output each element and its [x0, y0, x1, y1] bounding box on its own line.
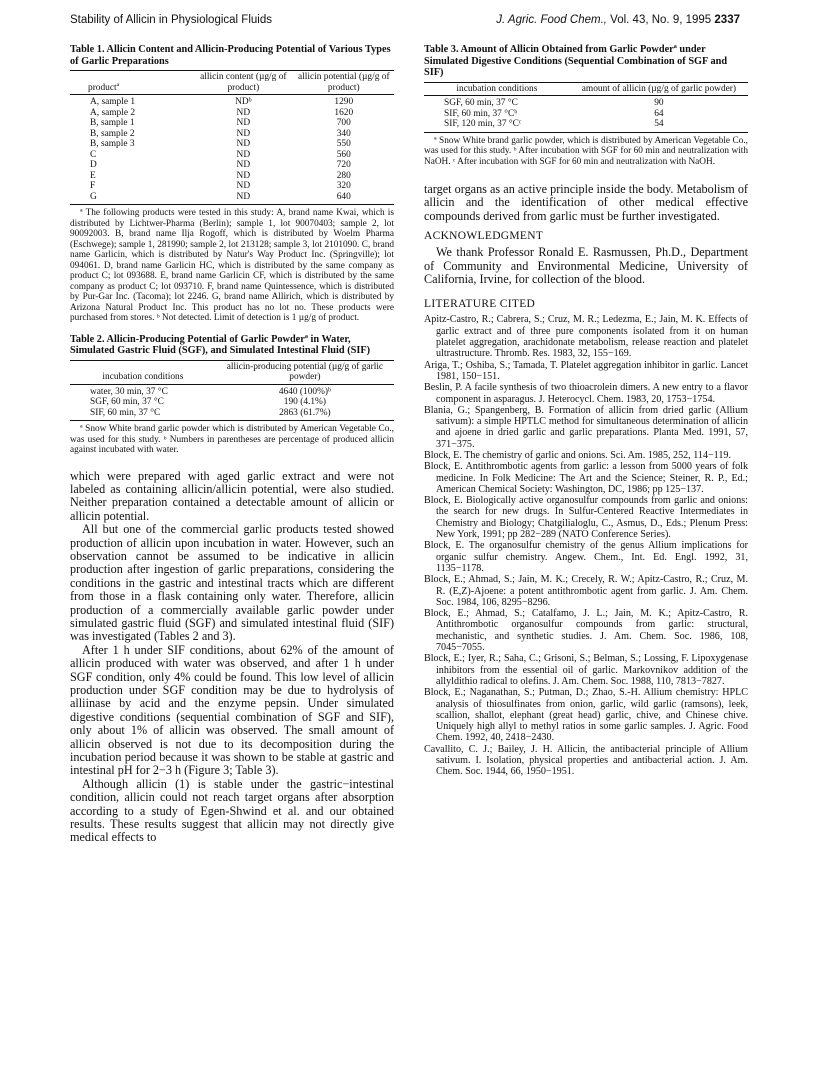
table-cell: 320	[336, 181, 351, 191]
table-1-body	[70, 95, 394, 205]
table-cell: ND	[236, 160, 251, 170]
table-row	[70, 160, 394, 171]
running-title: Stability of Allicin in Physiological Fluids	[70, 14, 272, 26]
literature-heading: LITERATURE CITED	[424, 298, 536, 311]
paragraph: target organs as an active principle inside the body. Metabolism of allicin and the identification of other medical effective compounds derived from garlic must be further investigated.	[424, 182, 748, 223]
reference-entry: Block, E.; Ahmad, S.; Catalfamo, J. L.; Jain, M. K.; Apitz-Castro, R. Antithrombotic organosulfur compounds from garlic: structural, mechanistic, and synthetic studies. J. Am. Chem. Soc. 1986, 108, 7045−7055.	[424, 608, 748, 654]
table-2-grid	[70, 360, 394, 422]
paragraph: After 1 h under SIF conditions, about 62% of the amount of allicin produced with water was observed, and after 1 h under SGF condition, only 4% could be found. This low level of allicin production under SGF condition may be due to hydrolysis of alliinase by acid and the enzyme pepsin. Under simulated digestive conditions (sequential combination of SGF and SIF), only about 1% of allicin was observed. The small amount of allicin observed is not due to its decomposition during the incubation period because it was shown to be stable at gastric and intestinal pH for 2−3 h (Figure 3; Table 3).	[70, 642, 394, 778]
table-1-footnote: ª The following products were tested in this study: A, brand name Kwai, which is distributed by Lichtwer-Pharma (Berlin); sample 1, lot 90070403; sample 2, lot 90092003. B, brand name Ilja Rogoff, which is distributed by Woelm Pharma (Eschwege); sample 1, 281990; sample 2, lot 213128; sample 3, lot 2101090. C, brand name Garlicin, which is distributed by Natur's Way Product Inc. (Springville); lot 094061. D, brand name Garlicin HC, which is distributed by the same company as product C; lot 093688. E, brand name Garlicin CF, which is distributed by the same company as product C; lot 093710. F, brand name Quintessence, which is distributed by Pur-Gar Inc. (Tacoma); lot 2246. G, brand name Allirich, which is distributed by Arizona Natural Product Inc. This product has no lot no. These products were purchased from stores. ᵇ Not detected. Limit of detection is 1 µg/g of product.	[70, 208, 394, 323]
table-cell: ND	[236, 181, 251, 191]
table-cell: water, 30 min, 37 °C	[90, 386, 168, 397]
table-cell: ND	[236, 149, 251, 160]
table-2	[70, 334, 394, 456]
table-cell: B, sample 3	[90, 139, 135, 149]
table-row	[424, 119, 748, 132]
table-cell: B, sample 1	[90, 118, 135, 128]
reference-entry: Apitz-Castro, R.; Cabrera, S.; Cruz, M. R.; Ledezma, E.; Jain, M. K. Effects of garlic extract and of three pure components isolated from it on human platelet aggregation, arachidonate metabolism, release reaction and platelet ultrastructure. Thromb. Res. 1983, 32, 155−169.	[424, 314, 748, 360]
table-cell: 1620	[334, 107, 354, 118]
table-cell: ND	[236, 170, 251, 181]
col-header-conditions: incubation conditions	[424, 82, 570, 96]
col-header-product: productª	[70, 71, 193, 95]
table-cell: NDᵇ	[235, 97, 252, 107]
table-cell: ND	[236, 139, 251, 149]
journal-name: J. Agric. Food Chem.,	[496, 14, 607, 26]
table-cell: SIF, 120 min, 37 °Cᶜ	[424, 119, 570, 132]
table-row	[70, 192, 394, 205]
col-header-potential: allicin potential (µg/g of product)	[294, 71, 394, 95]
table-cell: 4640 (100%)ᵇ	[278, 386, 331, 397]
reference-entry: Block, E.; Naganathan, S.; Putman, D.; Zhao, S.-H. Allium chemistry: HPLC analysis of thiosulfinates from onion, garlic, wild garlic (ramsons), leek, scallion, shallot, elephant (great head) garlic, chive, and Chinese chive. Uniquely high allyl to methyl ratios in some garlic samples. J. Agric. Food Chem. 1992, 40, 2418−2430.	[424, 687, 748, 744]
col-header-content: allicin content (µg/g of product)	[193, 71, 293, 95]
table-cell: ND	[193, 192, 293, 205]
table-3	[424, 44, 748, 167]
col-header-conditions: incubation conditions	[70, 360, 216, 384]
table-cell: 90	[654, 98, 664, 108]
table-row	[70, 408, 394, 421]
table-row	[70, 108, 394, 119]
journal-citation	[496, 14, 740, 26]
table-2-footnote: ª Snow White brand garlic powder which is distributed by American Vegetable Co., was used for this study. ᵇ Numbers in parentheses are percentage of produced allicin against incubated with water.	[70, 424, 394, 455]
right-column	[424, 44, 748, 778]
table-cell: 560	[336, 149, 351, 160]
table-cell: 54	[570, 119, 748, 132]
table-cell: C	[90, 149, 97, 160]
reference-entry: Blania, G.; Spangenberg, B. Formation of allicin from dried garlic (Allium sativum): a simple HPTLC method for simultaneous determination of allicin and ajoene in dried garlic and garlic preparations. Planta Med. 1991, 57, 371−375.	[424, 404, 748, 450]
table-cell: 340	[336, 128, 351, 139]
reference-entry: Block, E. The organosulfur chemistry of the genus Allium implications for organic sulfur chemistry. Angew. Chem., Int. Ed. Engl. 1992, 31, 1135−1178.	[424, 540, 748, 574]
reference-entry: Block, E.; Iyer, R.; Saha, C.; Grisoni, S.; Belman, S.; Lossing, F. Lipoxygenase inhibitors from the essential oil of garlic. Markovnikov addition of the allyldithio radical to olefins. J. Am. Chem. Soc. 1988, 110, 7813−7827.	[424, 653, 748, 687]
table-row	[70, 139, 394, 150]
table-row	[70, 150, 394, 161]
table-cell: E	[90, 170, 96, 181]
table-row	[424, 96, 748, 109]
journal-volume: Vol. 43, No. 9, 1995	[610, 14, 712, 26]
table-3-grid	[424, 82, 748, 133]
table-cell: B, sample 2	[90, 128, 135, 139]
table-cell: 700	[336, 118, 351, 128]
left-column	[70, 44, 394, 845]
table-2-body	[70, 384, 394, 421]
table-cell: SIF, 60 min, 37 °C	[70, 408, 216, 421]
table-3-body	[424, 96, 748, 133]
table-cell: D	[90, 160, 97, 170]
table-cell: 2863 (61.7%)	[216, 408, 394, 421]
paragraph: which were prepared with aged garlic extract and were not labeled as containing allicin/allicin potential, were also studied. Neither preparation contained a detectable amount of allicin or allicin potential.	[70, 468, 394, 523]
table-row	[70, 384, 394, 397]
acknowledgment-heading: ACKNOWLEDGMENT	[424, 230, 544, 243]
table-cell: A, sample 2	[90, 107, 136, 118]
table-1-grid	[70, 70, 394, 205]
table-cell: 720	[336, 160, 351, 170]
acknowledgment-text: We thank Professor Ronald E. Rasmussen, Ph.D., Department of Community and Environmental Medicine, University of California, Irvine, for collection of the blood.	[424, 245, 748, 287]
table-row	[70, 95, 394, 108]
table-cell: ND	[236, 107, 251, 118]
paragraph: Although allicin (1) is stable under the gastric−intestinal condition, allicin could not reach target organs after absorption according to a study of Egen-Shwind et al. and our obtained results. These results suggest that allicin may not directly give medical effects to	[70, 776, 394, 845]
table-row	[70, 118, 394, 129]
table-3-footnote: ª Snow White brand garlic powder, which is distributed by American Vegetable Co., was used for this study. ᵇ After incubation with SGF for 60 min and neutralization with NaOH. ᶜ After incubation with SGF for 60 min and neutralization with NaOH.	[424, 135, 748, 167]
reference-entry: Ariga, T.; Oshiba, S.; Tamada, T. Platelet aggregation inhibitor in garlic. Lancet 1981, 150−151.	[424, 359, 748, 382]
reference-list	[424, 314, 748, 777]
col-header-amount: amount of allicin (µg/g of garlic powder)	[570, 82, 748, 96]
table-cell: 280	[336, 170, 351, 181]
table-1-caption: Table 1. Allicin Content and Allicin-Producing Potential of Various Types of Garlic Preparations	[70, 44, 391, 67]
table-row	[70, 397, 394, 408]
reference-entry: Block, E. Biologically active organosulfur compounds from garlic and onions: the search for new drugs. In Sulfur-Centered Reactive Intermediates in Chemistry and Biology; Chatgilialoglu, C., Asmus, D., Eds.; Plenum Press: New York, 1991; pp 282−289 (NATO Conference Series).	[424, 495, 748, 541]
table-cell: G	[70, 192, 193, 205]
table-cell: 64	[654, 108, 664, 119]
reference-entry: Block, E.; Ahmad, S.; Jain, M. K.; Crecely, R. W.; Apitz-Castro, R.; Cruz, M. R. (E,Z)-Ajoene: a potent antithrombotic agent from garlic. J. Am. Chem. Soc. 1984, 106, 8295−8296.	[424, 574, 748, 608]
table-cell: 1290	[334, 97, 354, 107]
table-cell: 640	[294, 192, 394, 205]
table-cell: 190 (4.1%)	[283, 397, 326, 407]
reference-entry: Cavallito, C. J.; Bailey, J. H. Allicin, the antibacterial principle of Allium sativum. I. Isolation, physical properties and antibacterial action. J. Am. Chem. Soc. 1944, 66, 1950−1951.	[424, 743, 748, 778]
reference-entry: Beslin, P. A facile synthesis of two thioacrolein dimers. A new entry to a flavor component in asparagus. J. Heterocycl. Chem. 1983, 20, 1753−1754.	[424, 382, 748, 405]
table-cell: A, sample 1	[90, 97, 136, 107]
table-cell: F	[90, 181, 96, 191]
table-cell: SGF, 60 min, 37 °C	[90, 397, 164, 407]
reference-entry: Block, E. Antithrombotic agents from garlic: a lesson from 5000 years of folk medicine. In Folk Medicine: The Art and the Science; Steiner, R. P., Ed.; American Chemical Society: Washington, DC, 1986; pp 125−137.	[424, 461, 748, 495]
paragraph: All but one of the commercial garlic products tested showed production of allicin upon incubation in water. However, such an observation cannot be assumed to be indicative in allicin production after ingestion of garlic preparations, considering the conditions in the gastric and intestinal tracts which are different from those in a flask containing only water. Therefore, allicin production of a commercially available garlic powder under simulated gastric fluid (SGF) and simulated intestinal fluid (SIF) was investigated (Tables 2 and 3).	[70, 522, 394, 644]
table-cell: SIF, 60 min, 37 °Cᵇ	[444, 108, 518, 119]
table-3-caption: Table 3. Amount of Allicin Obtained from Garlic Powderª under Simulated Digestive Conditions (Sequential Combination of SGF and SIF)	[424, 44, 728, 78]
col-header-potential: allicin-producing potential (µg/g of garlic powder)	[216, 360, 394, 384]
table-2-caption: Table 2. Allicin-Producing Potential of Garlic Powderª in Water, Simulated Gastric Fluid (SGF), and Simulated Intestinal Fluid (SIF)	[70, 333, 371, 356]
table-1	[70, 44, 394, 324]
table-cell: ND	[236, 128, 251, 139]
table-row	[424, 109, 748, 120]
reference-entry: Block, E. The chemistry of garlic and onions. Sci. Am. 1985, 252, 114−119.	[424, 450, 731, 461]
page-number: 2337	[714, 14, 740, 26]
table-row	[70, 171, 394, 182]
table-cell: 550	[336, 139, 351, 149]
table-row	[70, 129, 394, 140]
table-cell: SGF, 60 min, 37 °C	[444, 98, 518, 108]
left-body-text	[70, 470, 394, 845]
table-cell: ND	[236, 118, 251, 128]
table-row	[70, 181, 394, 192]
